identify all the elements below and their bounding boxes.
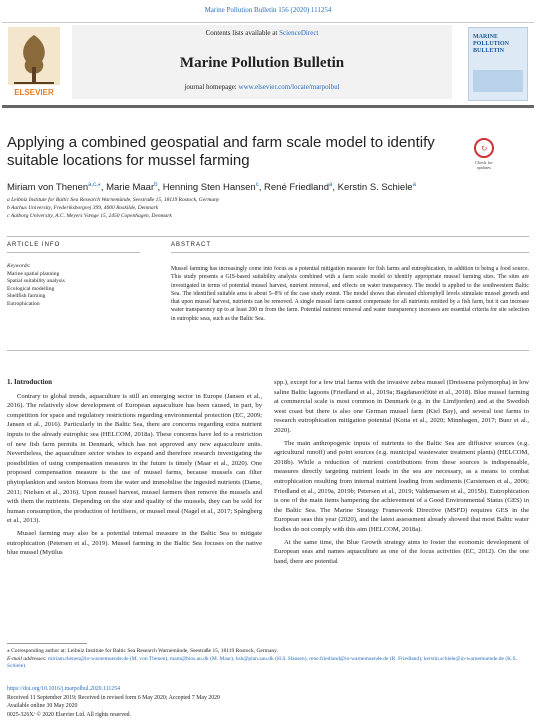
cover-title: MARINE POLLUTION BULLETIN [473,34,510,54]
corresponding-author-note: ⁎ Corresponding author at: Leibniz Institute for Baltic Sea Research Warnemünde, Seestraße 15, 18119 Rostock, Germany. [7,648,278,654]
article-title: Applying a combined geospatial and farm scale model to identify suitable locations for mussel farming [7,134,435,169]
emails-label: E-mail addresses: [7,655,47,662]
body-paragraph: Mussel farming may also be a potential internal measure in the Baltic Sea to mitigate eutrophication (Petersen et al., 2019). Mussel farming in the Baltic Sea focuses on the native blue mussel (Mytilus [7,529,262,557]
abstract-text: Mussel farming has increasingly come into focus as a potential mitigation measure for fish farms and eutrophication, in addition to being a food source. This study presents a GIS-based suitability analysis combined with a farm scale model to identify appropriate mussel farming sites. The sites are investigated in terms of potential mussel harvest, nutrient removal, and effects on water transparency. The model is applied to the southwestern Baltic Sea. The identified suitable area is about 5–8% of the case study extent. The model shows that elevated chlorophyll levels stimulate mussel growth and that upon mussel harvest, nutrients can be removed. A single mussel farm cannot compensate for all nutrients emitted by a fish farm, but it can increase water transparency up to at least 200 m from the farm. Potential nutrient removal and water transparency increases are essential criteria for site selection in eutrophic seas, such as the Baltic Sea. [171,266,529,322]
body-paragraph: At the same time, the Blue Growth strategy aims to foster the economic development of European seas and names aquaculture as one of the focus activities (EC, 2012). On the one hand, there are potential [274,538,529,565]
author-affiliation-marker[interactable]: a [328,182,333,188]
affiliation: a Leibniz Institute for Baltic Sea Research Warnemünde, Seestraße 15, 18119 Rostock, Germany [7,197,220,203]
contents-prefix: Contents lists available at [205,29,280,37]
footnote-rule [7,643,87,644]
email-links[interactable]: miriam.thenen@io-warnemuende.de (M. von Thenen), mam@bios.au.dk (M. Maar), hsh@plan.aau.dk (H.S. Hansen), rene.friedland@io-warnemuende.de (R. Friedland), kerstin.schiele@io-warnemuende.de (K.S. Schiele). [7,655,517,669]
keywords-block [7,263,140,308]
section-heading: 1. Introduction [7,378,52,386]
affiliation: c Aalborg University, A.C. Meyers Vænge 15, 2450 Copenhagen, Denmark [7,213,172,219]
author-name[interactable]: Miriam von Thenen [7,182,89,194]
journal-homepage [72,83,452,91]
doi-link[interactable]: https://doi.org/10.1016/j.marpolbul.2020.111254 [7,686,120,692]
contents-line [72,29,452,37]
keyword: Shellfish farming [7,293,46,299]
journal-cover-thumbnail [468,27,528,101]
copyright: 0025-326X/ © 2020 Elsevier Ltd. All rights reserved. [7,711,132,718]
email-addresses [7,656,527,671]
svg-text:ELSEVIER: ELSEVIER [14,88,54,97]
keyword: Spatial suitability analysis [7,278,65,284]
received-dates: Received 11 September 2019; Received in revised form 6 May 2020; Accepted 7 May 2020 [7,694,220,701]
elsevier-logo [8,27,60,99]
author-name[interactable]: René Friedland [264,182,329,194]
keyword: Eutrophication [7,300,40,307]
keywords-label: Keywords: [7,263,31,269]
refresh-icon: ↻ [474,138,494,158]
check-updates-label: Check for updates [475,160,493,170]
author-affiliation-marker[interactable]: b [154,182,158,188]
body-column-left [7,378,262,561]
online-date: Available online 30 May 2020 [7,703,78,709]
author-name[interactable]: Marie Maar [106,182,155,194]
affiliations [7,196,527,220]
body-column-right [274,378,529,569]
abstract-heading: ABSTRACT [171,242,212,248]
cover-band [473,70,523,92]
journal-header [2,22,534,108]
author-list: Miriam von Thenen$^{a,c,⁎}$, Marie Maar$^b$, Henning Sten Hansen$^c$, René Friedland$^a$, Kerstin S. Schiele$^a$ [7,182,416,194]
footnotes [7,648,527,671]
journal-masthead [72,25,452,99]
check-for-updates-badge[interactable] [470,138,498,168]
body-paragraph: The main anthropogenic inputs of nutrients to the Baltic Sea are diffusive sources (e.g. agricultural runoff) and point sources (e.g. municipal wastewater treatment plants) (HELCOM, 2018b). While a reduction of nutrient contributions from these sources is indispensable, measures directly targeting nutrient loads in the sea are necessary, as a means to combat eutrophication resulting from internal nutrient loading from sediments (Carstensen et al., 2006; Friedland et al., 2019a, 2019b; Petersen et al., 2019; Valdemarsen et al., 2015b). Eutrophication is one of the main items hampering the achievement of a Good Environmental Status (GES) in the Baltic Sea. The Marine Strategy Framework Directive (MSFD) requires GES in the European seas this year (2020), and the latest assessment already showed that most Baltic water bodies do not comply with this aim (HELCOM, 2018a). [274,439,529,533]
homepage-prefix: journal homepage: [184,83,239,91]
article-info-heading: ARTICLE INFO [7,242,61,248]
author-affiliation-marker[interactable]: a,c,⁎ [88,182,101,188]
body-paragraph: spp.), except for a few trial farms with the invasive zebra mussel (Dreissena polymorpha) in low saline Baltic lagoons (Friedland et al., 2019a; Bagdanavičiūtė et al., 2018). Blue mussel farming at commercial scale is most common in Denmark (e.g. in the Limfjorden) and at the Swedish west coast but there is also one German mussel farm (Kiel Bay), and several test farms to research eutrophication mitigation potential (Kotta et al., 2020; Minnhagen, 2017; Buer et al., 2020). [274,379,529,434]
author-name[interactable]: Kerstin S. Schiele [337,182,413,194]
author-name[interactable]: Henning Sten Hansen [162,182,256,194]
journal-reference[interactable]: Marine Pollution Bulletin 156 (2020) 111254 [204,6,332,14]
author-affiliation-marker[interactable]: c [255,182,259,188]
sciencedirect-link[interactable]: ScienceDirect [279,29,319,37]
divider [7,350,529,351]
publication-info [7,685,527,719]
divider [171,252,529,253]
affiliation: b Aarhus University, Frederiksborgvej 399, 4000 Roskilde, Denmark [7,205,159,211]
body-paragraph: Contrary to global trends, aquaculture is still an emerging sector in Europe (Jansen et al., 2016). The relatively slow development of European aquaculture has been caused, in part, by competition for space and regulatory restrictions regarding environmental protection (EC, 2009; Jansen et al., 2016). Particularly in the Baltic Sea, there are concerns regarding extra nutrient inputs to the already eutrophic sea (HELCOM, 2018a). These concerns have led to a restriction of new fish farm permits in Denmark, which has not approved any new aquaculture units. Nevertheless, the aquaculture sector wishes to expand and therefore research investigating the possibilities of using compensation measures in the future is timely (Maar et al., 2020). One proposed compensation measure is the use of mussel farms, because mussels can filter phytoplankton and seston biomass from the water and immobilise the ingested nutrients (Dame, 2011; Nielsen et al., 2016). Upon mussel harvest, mussel farmers then remove the mussels and with them the nutrients. Depending on the size and quality of the mussels, they can be sold for human consumption, the production of fertilisers, or mussel meal (Nagel et al., 2017; Spångberg et al., 2013). [7,392,262,525]
author-affiliation-marker[interactable]: a [412,182,416,188]
journal-title: Marine Pollution Bulletin [179,55,345,71]
keyword: Ecological modelling [7,285,55,292]
homepage-link[interactable]: www.elsevier.com/locate/marpolbul [238,83,340,91]
divider [7,236,529,237]
divider [7,252,140,253]
keyword: Marine spatial planning [7,270,60,277]
